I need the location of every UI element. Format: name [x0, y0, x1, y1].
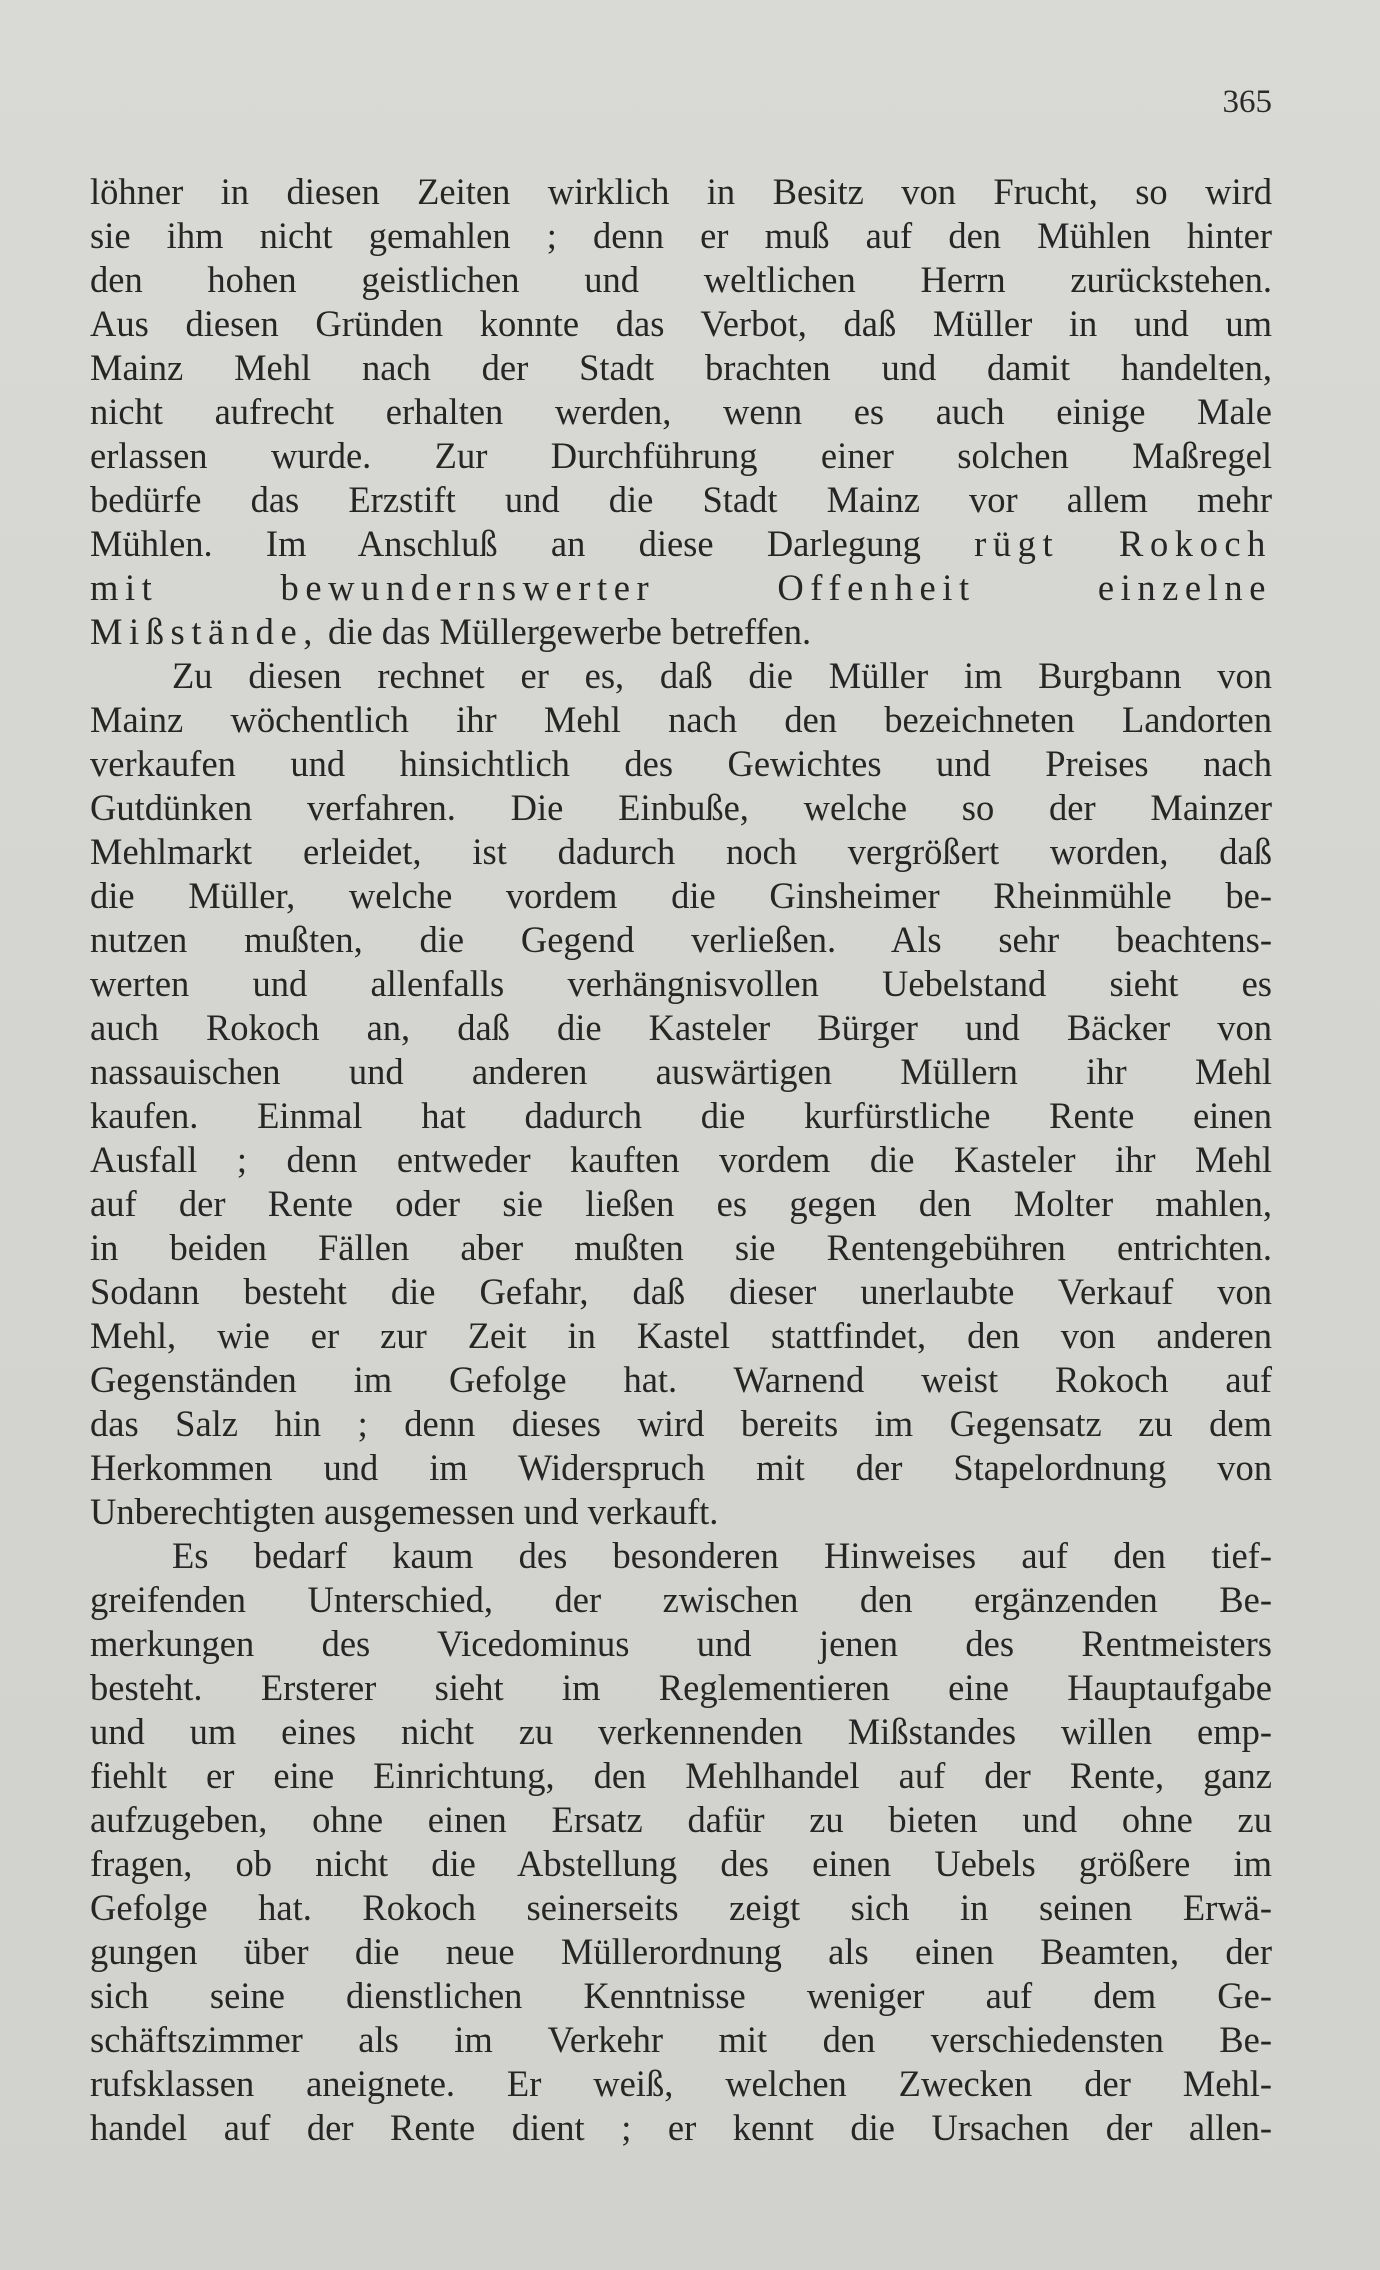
text-line: rufsklassen aneignete. Er weiß, welchen Zwecken der Mehl- [90, 2063, 1272, 2104]
text-line: Es bedarf kaum des besonderen Hinweises auf den tief- [172, 1535, 1272, 1576]
text-line: den hohen geistlichen und weltlichen Herrn zurückstehen. [90, 259, 1272, 300]
text-line: nicht aufrecht erhalten werden, wenn es auch einige Male [90, 391, 1272, 432]
text-line: und um eines nicht zu verkennenden Mißstandes willen emp- [90, 1711, 1272, 1752]
text-line: nutzen mußten, die Gegend verließen. Als sehr beachtens- [90, 919, 1272, 960]
text-line: löhner in diesen Zeiten wirklich in Besitz von Frucht, so wird [90, 171, 1272, 212]
text-line: aufzugeben, ohne einen Ersatz dafür zu bieten und ohne zu [90, 1799, 1272, 1840]
text-line: die Müller, welche vordem die Ginsheimer Rheinmühle be- [90, 875, 1272, 916]
spaced-emphasis-line: mit bewundernswerter Offenheit einzelne [90, 567, 1272, 608]
text-line: Gefolge hat. Rokoch seinerseits zeigt sich in seinen Erwä- [90, 1887, 1272, 1928]
text-line: Aus diesen Gründen konnte das Verbot, daß Müller in und um [90, 303, 1272, 344]
paragraph-2 [90, 654, 1272, 1534]
text-line: das Salz hin ; denn dieses wird bereits im Gegensatz zu dem [90, 1403, 1272, 1444]
text-line: Herkommen und im Widerspruch mit der Stapelordnung von [90, 1447, 1272, 1488]
text-line: Unberechtigten ausgemessen und verkauft. [90, 1491, 719, 1532]
paragraph-1 [90, 170, 1272, 654]
text-line: auf der Rente oder sie ließen es gegen den Molter mahlen, [90, 1183, 1272, 1224]
text-line: sich seine dienstlichen Kenntnisse weniger auf dem Ge- [90, 1975, 1272, 2016]
text-line: Mehlmarkt erleidet, ist dadurch noch vergrößert worden, daß [90, 831, 1272, 872]
text-fragment: die das Müllergewerbe betreffen. [328, 611, 812, 652]
text-line: fragen, ob nicht die Abstellung des einen Uebels größere im [90, 1843, 1272, 1884]
text-line: in beiden Fällen aber mußten sie Rentengebühren entrichten. [90, 1227, 1272, 1268]
text-line: handel auf der Rente dient ; er kennt die Ursachen der allen- [90, 2107, 1272, 2148]
text-line: Ausfall ; denn entweder kauften vordem die Kasteler ihr Mehl [90, 1139, 1272, 1180]
text-line: Sodann besteht die Gefahr, daß dieser unerlaubte Verkauf von [90, 1271, 1272, 1312]
text-line: fiehlt er eine Einrichtung, den Mehlhandel auf der Rente, ganz [90, 1755, 1272, 1796]
text-line: nassauischen und anderen auswärtigen Müllern ihr Mehl [90, 1051, 1272, 1092]
text-line: erlassen wurde. Zur Durchführung einer solchen Maßregel [90, 435, 1272, 476]
page-number: 365 [1222, 84, 1272, 120]
text-line: schäftszimmer als im Verkehr mit den verschiedensten Be- [90, 2019, 1272, 2060]
text-line: bedürfe das Erzstift und die Stadt Mainz vor allem mehr [90, 479, 1272, 520]
text-line: Gegenständen im Gefolge hat. Warnend weist Rokoch auf [90, 1359, 1272, 1400]
text-line: verkaufen und hinsichtlich des Gewichtes und Preises nach [90, 743, 1272, 784]
paragraph-3 [90, 1534, 1272, 2150]
text-fragment: Mühlen. Im Anschluß an diese Darlegung [90, 523, 921, 564]
text-line: werten und allenfalls verhängnisvollen Uebelstand sieht es [90, 963, 1272, 1004]
text-line: Mainz wöchentlich ihr Mehl nach den bezeichneten Landorten [90, 699, 1272, 740]
text-line: sie ihm nicht gemahlen ; denn er muß auf den Mühlen hinter [90, 215, 1272, 256]
text-line: Gutdünken verfahren. Die Einbuße, welche so der Mainzer [90, 787, 1272, 828]
text-line: Mainz Mehl nach der Stadt brachten und damit handelten, [90, 347, 1272, 388]
text-line: gungen über die neue Müllerordnung als einen Beamten, der [90, 1931, 1272, 1972]
text-line-mixed [90, 610, 1272, 654]
text-line: Mehl, wie er zur Zeit in Kastel stattfindet, den von anderen [90, 1315, 1272, 1356]
text-line: kaufen. Einmal hat dadurch die kurfürstliche Rente einen [90, 1095, 1272, 1136]
text-line: merkungen des Vicedominus und jenen des Rentmeisters [90, 1623, 1272, 1664]
body-text [90, 170, 1272, 2150]
text-line: besteht. Ersterer sieht im Reglementieren eine Hauptaufgabe [90, 1667, 1272, 1708]
text-line: Zu diesen rechnet er es, daß die Müller im Burgbann von [172, 655, 1272, 696]
text-line: greifenden Unterschied, der zwischen den ergänzenden Be- [90, 1579, 1272, 1620]
spaced-emphasis: rügt Rokoch [974, 523, 1273, 564]
text-line: auch Rokoch an, daß die Kasteler Bürger und Bäcker von [90, 1007, 1272, 1048]
spaced-emphasis: Mißstände, [90, 611, 319, 652]
text-line-mixed [90, 522, 1272, 566]
